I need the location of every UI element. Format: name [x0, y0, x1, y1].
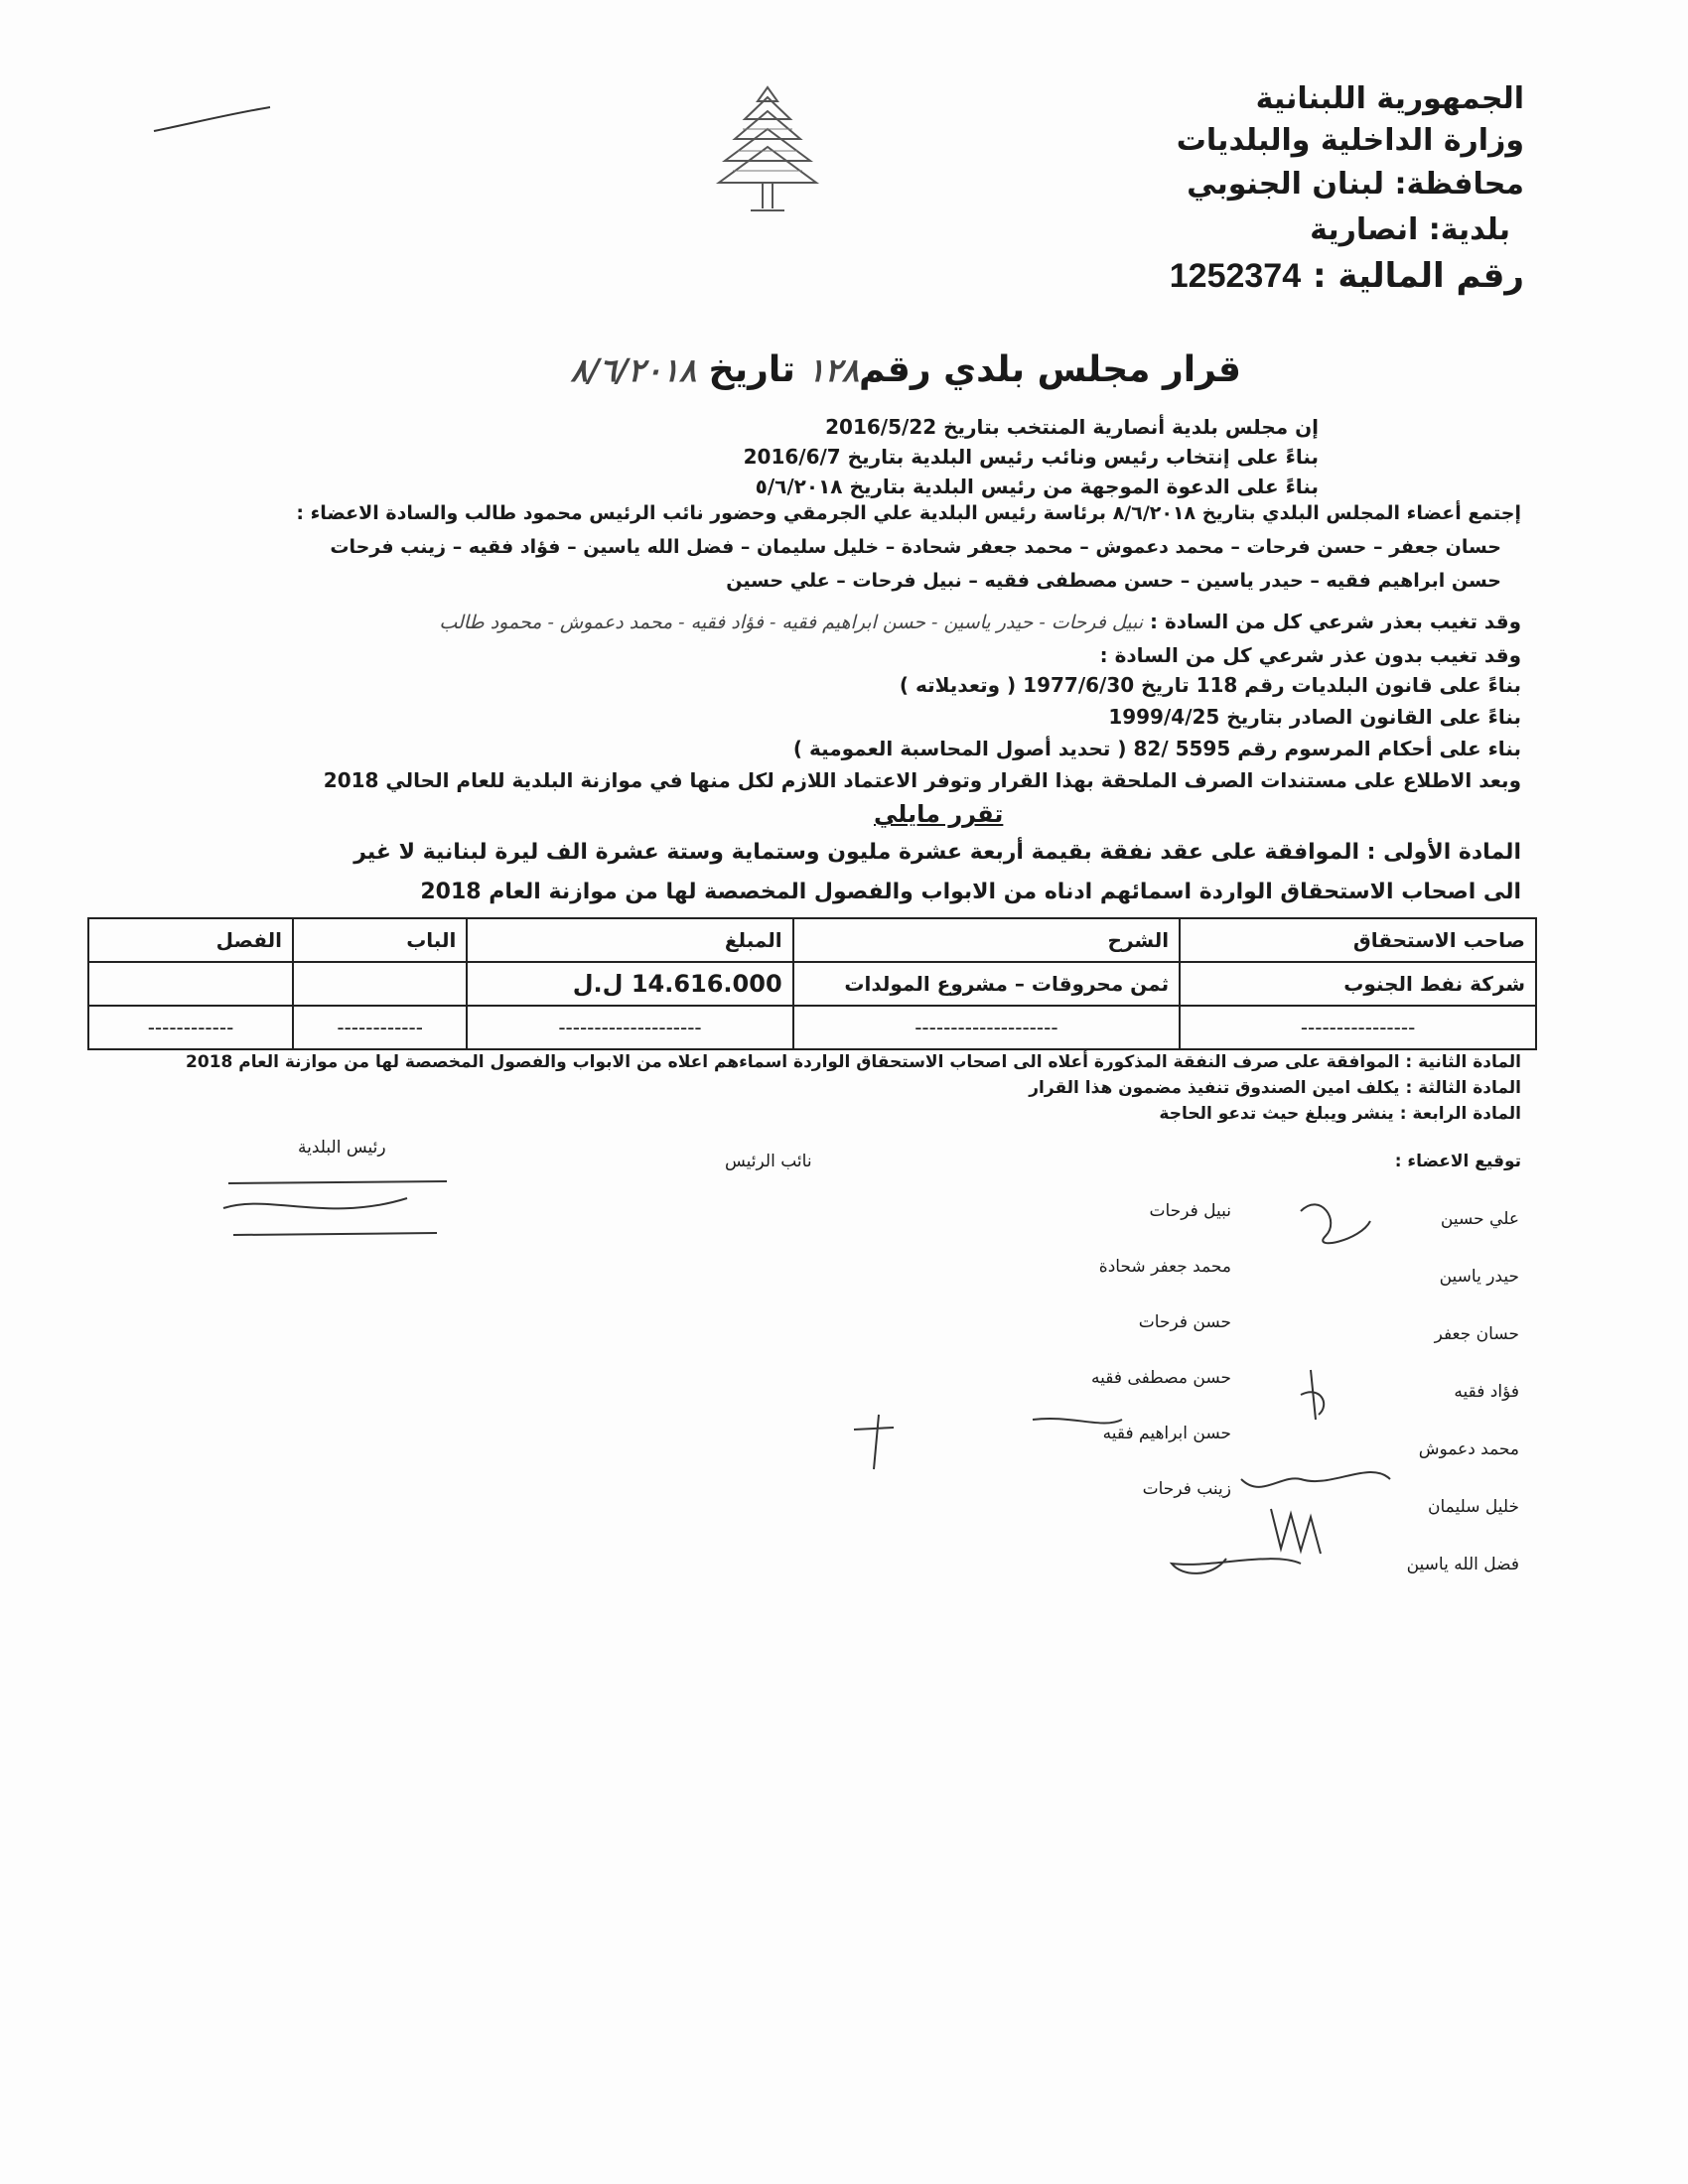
legal-line: بناءً على قانون البلديات رقم 118 تاريخ 1977/6/30 ( وتعديلاته ) — [899, 673, 1521, 697]
legal-line: بناء على أحكام المرسوم رقم 5595 /82 ( تحديد أصول المحاسبة العمومية ) — [792, 737, 1521, 760]
cell-description: ثمن محروقات – مشروع المولدات — [793, 962, 1180, 1006]
excused-label: وقد تغيب بعذر شرعي كل من السادة : — [1150, 610, 1521, 633]
cell-dash: -------------------- — [467, 1006, 792, 1049]
member-name: نبيل فرحات — [1149, 1201, 1231, 1221]
letterhead — [1008, 81, 1524, 302]
member-name: محمد جعفر شحادة — [1098, 1257, 1231, 1277]
title-date: ٨/٦/٢٠١٨ — [570, 351, 697, 389]
ministry-title: وزارة الداخلية والبلديات — [1176, 123, 1524, 158]
cell-dash: ---------------- — [1180, 1006, 1536, 1049]
title-number: ١٢٨ — [807, 351, 860, 389]
finance-value: 1252374 — [1169, 257, 1302, 295]
mayor-label: رئيس البلدية — [298, 1138, 386, 1158]
cedar-emblem-icon — [713, 81, 822, 220]
meeting-block — [151, 502, 1521, 604]
member-name: محمد دعموش — [1418, 1439, 1519, 1459]
member-name: حسان جعفر — [1434, 1324, 1519, 1344]
cell-chapter — [88, 962, 293, 1006]
member-name: حسن مصطفى فقيه — [1091, 1368, 1231, 1388]
col-amount: المبلغ — [467, 918, 792, 962]
member-name: زينب فرحات — [1142, 1479, 1231, 1499]
article-line: المادة الرابعة : ينشر ويبلغ حيث تدعو الحاجة — [1159, 1104, 1521, 1124]
preamble-line: إن مجلس بلدية أنصارية المنتخب بتاريخ 2016/5/22 — [825, 415, 1319, 439]
article-line: المادة الثانية : الموافقة على صرف النفقة المذكورة أعلاه الى اصحاب الاستحقاق الواردة اسماءهم اعلاه من الابواب والفصول المخصصة لها من موازنة العام 2018 — [186, 1052, 1521, 1072]
cell-dash: ------------ — [88, 1006, 293, 1049]
finance-number — [1008, 256, 1524, 302]
unexcused-label: وقد تغيب بدون عذر شرعي كل من السادة : — [1099, 643, 1521, 667]
members-line: حسن ابراهيم فقيه – حيدر ياسين – حسن مصطفى فقيه – نبيل فرحات – علي حسين — [726, 570, 1501, 592]
pen-mark — [149, 99, 278, 139]
excused-line — [52, 610, 1521, 643]
table-row — [88, 1006, 1536, 1049]
article-1-line: الى اصحاب الاستحقاق الواردة اسمائهم ادناه من الابواب والفصول المخصصة لها من موازنة العام 2018 — [420, 880, 1521, 904]
legal-line: بناءً على القانون الصادر بتاريخ 1999/4/25 — [1108, 705, 1521, 729]
cell-beneficiary: شركة نفط الجنوب — [1180, 962, 1536, 1006]
col-description: الشرح — [793, 918, 1180, 962]
member-name: حسن فرحات — [1138, 1312, 1231, 1332]
legal-basis — [131, 673, 1521, 800]
member-name: خليل سليمان — [1427, 1497, 1519, 1517]
expense-table — [87, 917, 1537, 1050]
title-prefix: قرار مجلس بلدي رقم — [859, 349, 1241, 390]
decides-heading: تقرر مايلي — [874, 800, 1004, 828]
member-name: علي حسين — [1440, 1209, 1519, 1229]
preamble-line: بناءً على الدعوة الموجهة من رئيس البلدية بتاريخ ٥/٦/٢٠١٨ — [755, 475, 1319, 498]
table-header-row — [88, 918, 1536, 962]
col-chapter: الفصل — [88, 918, 293, 962]
cell-dash: ------------ — [293, 1006, 467, 1049]
member-name: فؤاد فقيه — [1454, 1382, 1519, 1402]
articles — [171, 1052, 1521, 1130]
finance-label: رقم المالية : — [1312, 256, 1524, 296]
table-row — [88, 962, 1536, 1006]
expense-table-grid — [87, 917, 1537, 1050]
deputy-label: نائب الرئيس — [725, 1152, 812, 1171]
municipality-title: بلدية: انصارية — [1310, 212, 1510, 247]
excused-names: نبيل فرحات - حيدر ياسين - حسن ابراهيم فقيه - فؤاد فقيه - محمد دعموش - محمود طالب — [439, 612, 1144, 633]
member-name: حيدر ياسين — [1439, 1267, 1519, 1287]
article-line: المادة الثالثة : يكلف امين الصندوق تنفيذ مضمون هذا القرار — [1029, 1078, 1521, 1098]
col-door: الباب — [293, 918, 467, 962]
preamble — [226, 415, 1319, 504]
cell-dash: -------------------- — [793, 1006, 1180, 1049]
legal-line: وبعد الاطلاع على مستندات الصرف الملحقة بهذا القرار وتوفر الاعتماد اللازم لكل منها في موازنة البلدية للعام الحالي 2018 — [323, 768, 1521, 792]
cell-amount: 14.616.000 ل.ل — [467, 962, 792, 1006]
members-line: حسان جعفر – حسن فرحات – محمد دعموش – محمد جعفر شحادة – خليل سليمان – فضل الله ياسين – فؤاد فقيه – زينب فرحات — [330, 536, 1501, 558]
member-name: حسن ابراهيم فقيه — [1102, 1424, 1231, 1443]
article-1-line: المادة الأولى : الموافقة على عقد نفقة بقيمة أربعة عشرة مليون وستماية وستة عشرة الف ليرة لبنانية لا غير — [353, 840, 1521, 865]
decision-title — [348, 349, 1241, 390]
cell-door — [293, 962, 467, 1006]
governorate-title: محافظة: لبنان الجنوبي — [1187, 167, 1524, 202]
members-sign-label: توقيع الاعضاء : — [1394, 1152, 1521, 1171]
member-name: فضل الله ياسين — [1406, 1555, 1519, 1574]
member-signatures — [834, 1181, 1430, 1598]
col-beneficiary: صاحب الاستحقاق — [1180, 918, 1536, 962]
republic-title: الجمهورية اللبنانية — [1255, 81, 1524, 116]
article-1 — [131, 840, 1521, 915]
mayor-signature — [209, 1163, 457, 1253]
title-date-label: تاريخ — [708, 349, 795, 390]
preamble-line: بناءً على إنتخاب رئيس ونائب رئيس البلدية بتاريخ 2016/6/7 — [743, 445, 1319, 469]
meeting-text: إجتمع أعضاء المجلس البلدي بتاريخ ٨/٦/٢٠١٨ برئاسة رئيس البلدية علي الجرمقي وحضور نائب الرئيس محمود طالب والسادة الاعضاء : — [296, 502, 1521, 524]
absence-block — [52, 610, 1521, 673]
